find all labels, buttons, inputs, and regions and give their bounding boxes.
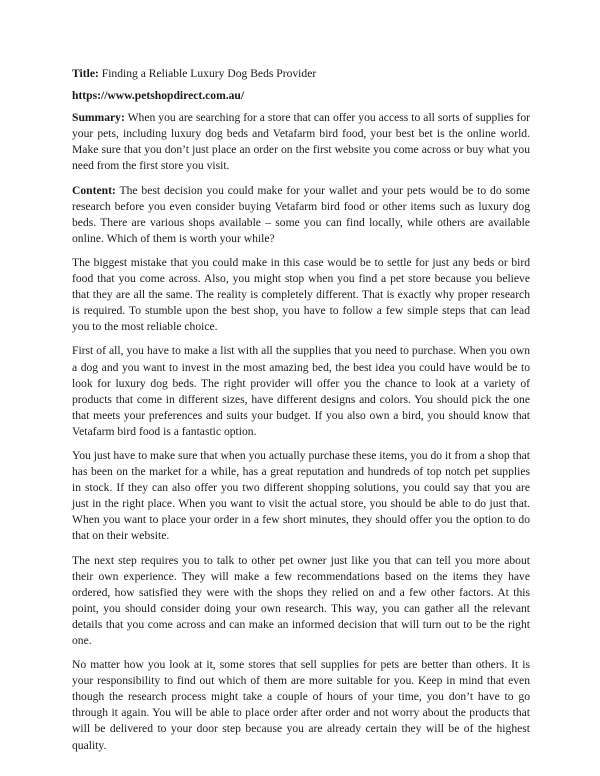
title-label: Title: xyxy=(72,67,99,80)
body-paragraph: You just have to make sure that when you actually purchase these items, you do it from a shop that has been on the market for a while, has a great reputation and hundreds of top notch pet supplies in stock. If they can also offer you two different shopping solutions, you could say that you are just in the right place. When you want to visit the actual store, you should be able to do just that. When you want to place your order in a few short minutes, they should offer you the option to do that on their website. xyxy=(72,448,530,543)
summary-text: When you are searching for a store that can offer you access to all sorts of supplies for your pets, including luxury dog beds and Vetafarm bird food, your best bet is the online world. Make sure that you don’t just place an order on the first website you come across or buy what you need from the first store you visit. xyxy=(72,111,530,173)
content-paragraph xyxy=(72,183,530,247)
content-text: The best decision you could make for your wallet and your pets would be to do some research before you even consider buying Vetafarm bird food or other items such as luxury dog beds. There are various shops available – some you can find locally, while others are available online. Which of them is worth your while? xyxy=(72,183,530,245)
document-body xyxy=(72,66,530,762)
content-label: Content: xyxy=(72,183,116,197)
title-line xyxy=(72,66,530,82)
body-paragraph: The biggest mistake that you could make in this case would be to settle for just any beds or bird food that you come across. Also, you might stop when you find a pet store because you believe that they are all the same. The reality is completely different. That is exactly why proper research is required. To stumble upon the best shop, you have to follow a few simple steps that can lead you to the most reliable choice. xyxy=(72,255,530,334)
url-line xyxy=(72,88,530,104)
body-paragraph: First of all, you have to make a list with all the supplies that you need to purchase. When you own a dog and you want to invest in the most amazing bed, the best idea you could have would be to look for luxury dog beds. The right provider will offer you the chance to look at a variety of products that come in different sizes, have different designs and colors. You should pick the one that meets your preferences and suits your budget. If you also own a bird, you should know that Vetafarm bird food is a fantastic option. xyxy=(72,344,530,438)
summary-paragraph xyxy=(72,110,530,174)
source-url: https://www.petshopdirect.com.au/ xyxy=(72,89,245,103)
title-text: Finding a Reliable Luxury Dog Beds Provider xyxy=(101,67,317,80)
body-paragraph: The next step requires you to talk to other pet owner just like you that can tell you more about their own experience. They will make a few recommendations based on the items they have ordered, how satisfied they were with the shops they relied on and a few other factors. At this point, you should consider doing your own research. This way, you can gather all the relevant details that you come across and can make an informed decision that will turn out to be the right one. xyxy=(72,553,530,647)
body-paragraph: No matter how you look at it, some stores that sell supplies for pets are better than others. It is your responsibility to find out which of them are more suitable for you. Keep in mind that even though the research process might take a couple of hours of your time, you don’t have to go through it again. You will be able to place order after order and not worry about the products that will be delivered to your door step because you are already certain they will be of the highest quality. xyxy=(72,658,530,752)
summary-label: Summary: xyxy=(72,111,125,125)
